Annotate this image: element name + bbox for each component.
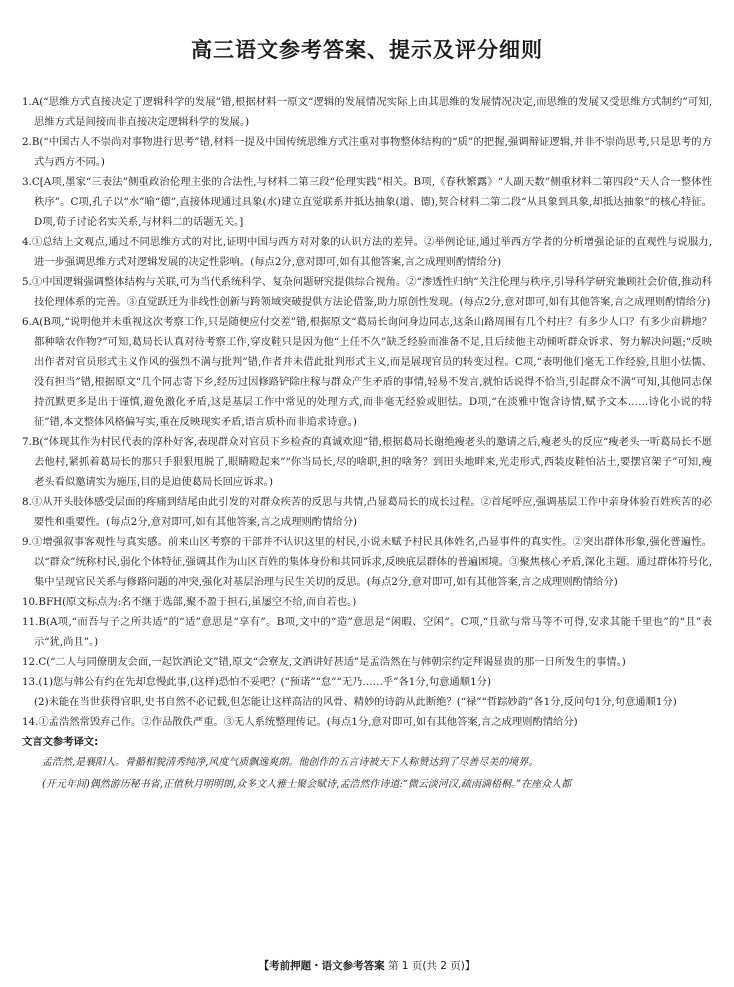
answer-number: 2.: [22, 136, 32, 148]
answer-text: BFH(原文标点为:名不继于选部,聚不盈于担石,虽屡空不给,而自若也。): [38, 596, 357, 608]
answer-number: 11.: [22, 616, 39, 628]
answer-item: [22, 132, 712, 172]
answer-item: [22, 652, 712, 672]
answer-item: [22, 672, 712, 692]
answer-text: ①中国逻辑强调整体结构与关联,可为当代系统科学、复杂问题研究提供综合视角。②“渗透性归纳”关注伦理与秩序,引导科学研究兼顾社会价值,推动科技伦理体系的完善。③直觉跃迁为非线性创新与跨领域突破提供方法论借鉴,助力原创性发现。(每点2分,意对即可,如有其他答案,言之成理则酌情给分): [31, 276, 712, 308]
answer-text: C(“二人与同僚朋友会面,一起饮酒论文”错,原文“会寮友,文酒讲好甚适”是孟浩然在与韩朝宗约定拜谒显贵的那一日所发生的事情。): [38, 656, 626, 668]
answer-text: ①总结上文观点,通过不同思维方式的对比,证明中国与西方对对象的认识方法的差异。②举例论证,通过举西方学者的分析增强论证的直观性与说服力,进一步强调思维方式对逻辑发展的决定性影响。(每点2分,意对即可,如有其他答案,言之成理则酌情给分): [31, 236, 712, 268]
answer-text: ①从开头肢体感受层面的疼痛到结尾由此引发的对群众疾苦的反思与共情,凸显葛局长的成长过程。②首尾呼应,强调基层工作中亲身体验百姓疾苦的必要性和重要性。(每点2分,意对即可,如有其他答案,言之成理则酌情给分): [31, 496, 712, 528]
answer-item: [22, 172, 712, 232]
answer-number: 5.: [22, 276, 32, 288]
answer-text: B(“中国古人不崇尚对事物进行思考”错,材料一提及中国传统思维方式注重对事物整体结构的“质”的把握,强调辩证逻辑,并非不崇尚思考,只是思考的方式与西方不同。): [31, 136, 712, 168]
answer-text: ①孟浩然常毁弃己作。②作品散佚严重。③无人系统整理传记。(每点1分,意对即可,如有其他答案,言之成理则酌情给分): [38, 716, 578, 728]
answer-text: (1)您与韩公有约在先却怠慢此事,(这样)恐怕不妥吧？(“预诺”“怠”“无乃……乎”各1分,句意通顺1分): [38, 676, 491, 688]
answer-number: 10.: [22, 596, 39, 608]
answer-item: [22, 532, 712, 592]
answer-number: 4.: [22, 236, 32, 248]
translation-paragraph: 孟浩然,是襄阳人。骨骼相貌清秀纯净,风度气质飘逸爽朗。他创作的五言诗被天下人称赞达到了尽善尽美的境界。: [42, 757, 539, 768]
answer-subitem: (2)未能在当世获得官职,史书自然不必记载,但怎能让这样高洁的风骨、精妙的诗韵从此断绝？(“禄”“哲踪妙韵”各1分,反问句1分,句意通顺1分): [34, 696, 677, 708]
answer-number: 8.: [22, 496, 32, 508]
answer-item: [22, 272, 712, 312]
answer-item: [22, 92, 712, 132]
answer-number: 3.: [22, 176, 32, 188]
page-footer: [0, 958, 734, 973]
answer-number: 13.: [22, 676, 39, 688]
answer-number: 6.: [22, 316, 32, 328]
answer-text: ①增强叙事客观性与真实感。前来山区考察的干部并不认识这里的村民,小说未赋予村民具体姓名,凸显事件的真实性。②突出群体形象,强化普遍性。以“群众”统称村民,弱化个体特征,强调其作为山区百姓的集体身份和共同诉求,反映底层群体的普遍困境。③聚焦核心矛盾,深化主题。通过群体符号化,集中呈现官民关系与修路问题的冲突,强化对基层治理与民生关切的反思。(每点2分,意对即可,如有其他答案,言之成理则酌情给分): [31, 536, 712, 588]
answer-number: 12.: [22, 656, 39, 668]
answer-text: B(“体现其作为村民代表的淳朴好客,表现群众对官员下乡检查的真诚欢迎”错,根据葛局长谢绝瘦老头的邀请之后,瘦老头的反应“瘦老头一听葛局长不愿去他村,紧抓着葛局长的那只手狠狠甩脱了,眼睛瞪起来”“你当局长,尽的啥职,担的啥务？到田头地畔来,光走形式,西装皮鞋怕沾土,要摆官架子”可知,瘦老头看似邀请实为施压,目的是迫使葛局长回应诉求。): [31, 436, 712, 488]
translation-heading: 文言文参考译文:: [22, 736, 99, 748]
answer-number: 14.: [22, 716, 39, 728]
answer-text: A(B项,“说明他并未重视这次考察工作,只是随便应付交差”错,根据原文“葛局长询问身边同志,这条山路周围有几个村庄？有多少人口？有多少亩耕地？都种啥农作物?”可知,葛局长认真对待考察工作,穿皮鞋只是因为他“上任不久”缺乏经验而准备不足,且后续他主动倾听群众诉求、努力解决问题;“反映出作者对官员形式主义作风的强烈不满与批判”错,作者并未借此批判形式主义,而是展现官员的转变过程。C项,“表明他们毫无工作经验,且胆小怯懦、没有担当”错,根据原文“几个同志寄下乡,经历过因修路铲除庄稼与群众产生矛盾的事情,轻易不发言,就怕话说得不恰当,引起群众不满”可知,其他同志保持沉默更多是出于谨慎,避免激化矛盾,这是基层工作中常见的处理方式,而非毫无经验或胆怯。D项,“在淡雅中饱含诗情,赋予文本……诗化小说的特征”错,本文整体风格偏写实,重在反映现实矛盾,语言质朴而非追求诗意。): [31, 316, 712, 428]
answer-text: A(“思维方式直接决定了逻辑科学的发展”错,根据材料一原文“逻辑的发展情况实际上由其思维的发展情况决定,而思维的发展又受思维方式制约”可知,思维方式是间接而非直接决定逻辑科学的发展。): [31, 96, 712, 128]
answer-item: [22, 232, 712, 272]
answer-text: B(A项,“而吾与子之所共适”的“适”意思是“享有”。B项,文中的“造”意思是“闲暇、空闲”。C项,“且欲与常马等不可得,安求其能千里也”的“且”表示“犹,尚且”。): [34, 616, 712, 648]
footer-page-number: 第 1 页(共 2 页)】: [387, 960, 476, 972]
footer-source: 【考前押题・语文参考答案: [258, 960, 385, 972]
answer-item: [22, 312, 712, 432]
answer-item: [22, 592, 712, 612]
answer-item: [22, 712, 712, 732]
answer-number: 1.: [22, 96, 32, 108]
answer-number: 7.: [22, 436, 32, 448]
page-title: 高三语文参考答案、提示及评分细则: [191, 38, 543, 62]
answer-number: 9.: [22, 536, 32, 548]
translation-paragraph: (开元年间)偶然游历秘书省,正值秋月明明朗,众多文人雅士聚会赋诗,孟浩然作诗道:“微云淡河汉,疏雨滴梧桐。”在座众人都: [42, 779, 572, 790]
answer-item: [22, 612, 712, 652]
answer-item: [22, 492, 712, 532]
answer-text: C[A项,墨家“三表法”侧重政治伦理主张的合法性,与材料二第三段“伦理实践”相关。B项,《春秋繁露》“人副天数”侧重材料二第四段“天人合一整体性秩序”。C项,孔子以“水”喻“德”,直接体现通过具象(水)建立直觉联系并抵达抽象(道、德),契合材料二第二段“从具象到具象,却抵达抽象”的核心特征。D项,荀子讨论名实关系,与材料二的话题无关。]: [31, 176, 712, 228]
answer-list: [22, 92, 712, 796]
answer-item: [22, 432, 712, 492]
